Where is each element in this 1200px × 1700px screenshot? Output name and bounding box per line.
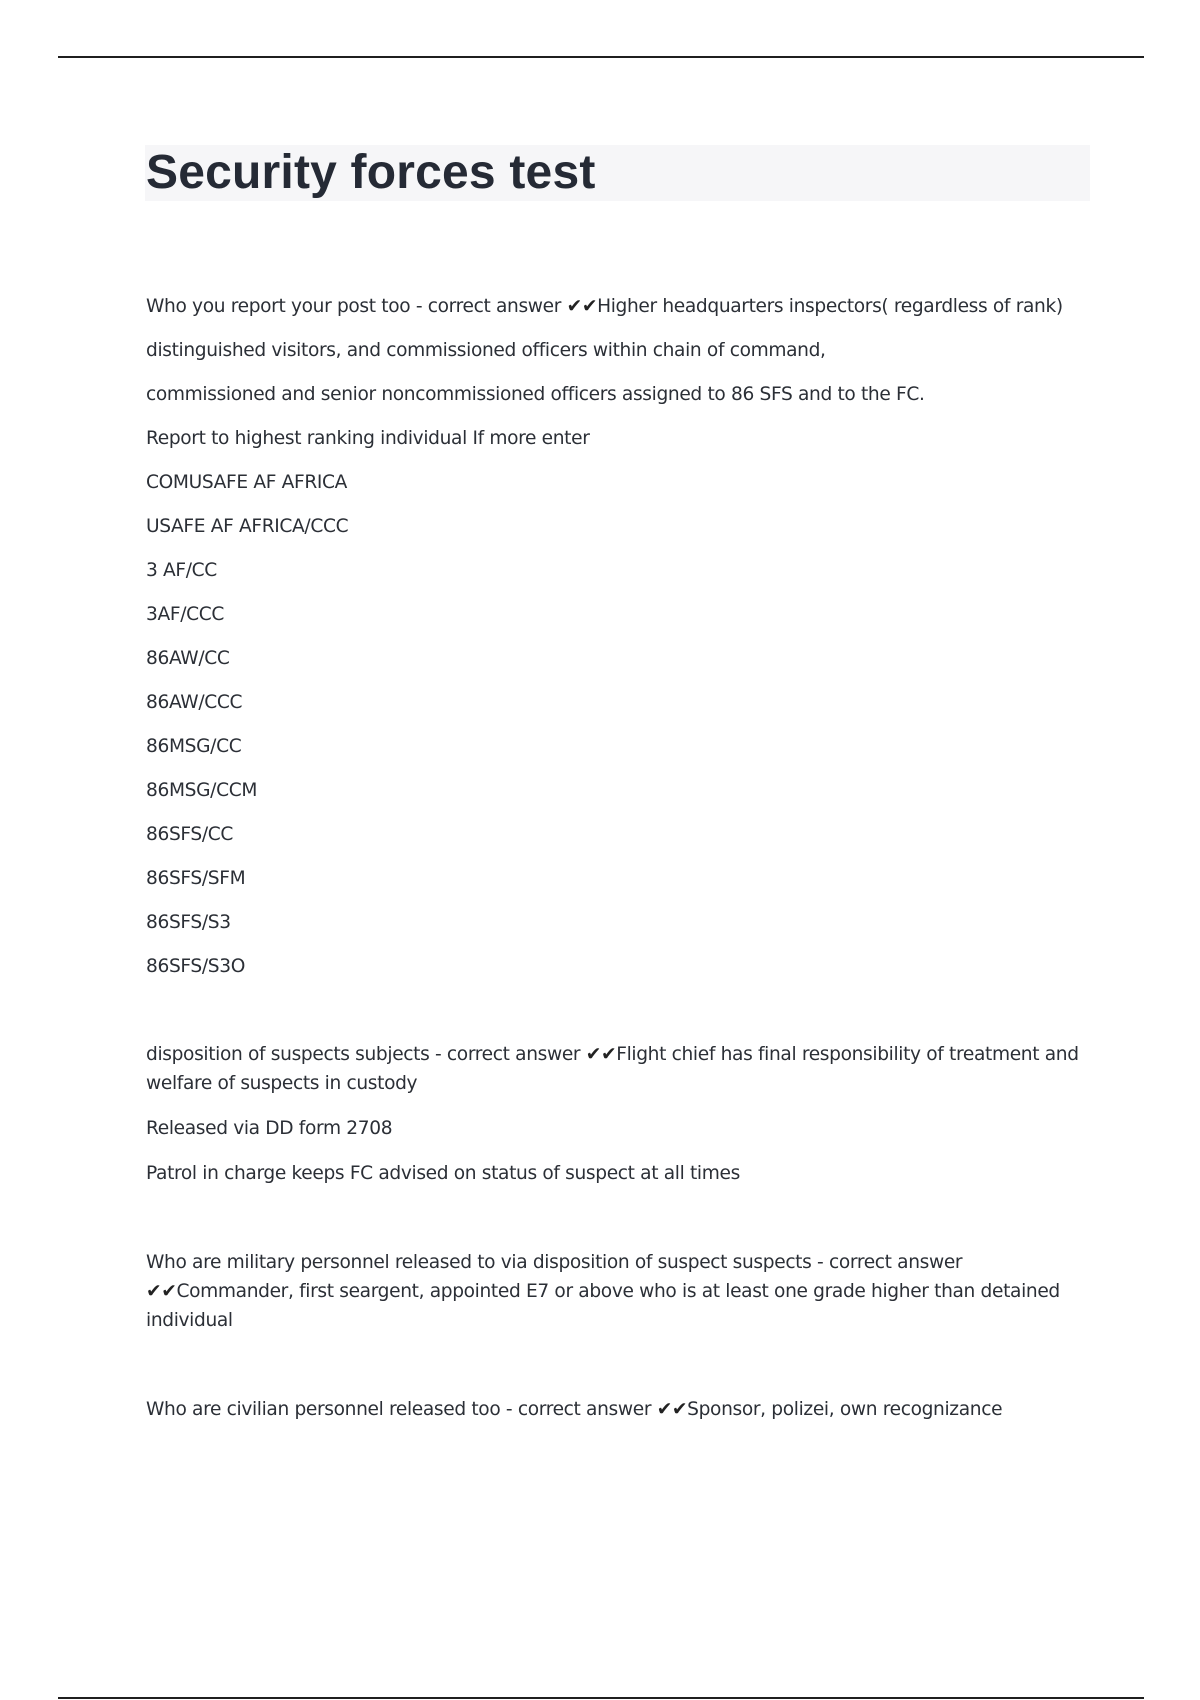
correct-answer-separator: - correct answer [429, 1044, 586, 1065]
answer-line: commissioned and senior noncommissioned officers assigned to 86 SFS and to the FC. [146, 384, 925, 405]
qa-item [146, 1040, 1096, 1188]
answer-text: Sponsor, polizei, own recognizance [687, 1399, 1003, 1420]
answer-line: Released via DD form 2708 [146, 1118, 393, 1139]
qa-first-line [146, 1040, 1096, 1098]
answer-line: 3 AF/CC [146, 560, 217, 581]
answer-line: 86AW/CCC [146, 692, 243, 713]
answer-line: Report to highest ranking individual If more enter [146, 428, 590, 449]
answer-line: 86SFS/CC [146, 824, 234, 845]
question-text: Who you report your post too [146, 296, 411, 317]
answer-line: 86AW/CC [146, 648, 230, 669]
checkmark-icon: ✔✔ [585, 1044, 617, 1065]
question-text: Who are civilian personnel released too [146, 1399, 501, 1420]
spacer [146, 996, 1096, 1040]
answer-line: COMUSAFE AF AFRICA [146, 472, 348, 493]
answer-line: USAFE AF AFRICA/CCC [146, 516, 349, 537]
answer-line: 86SFS/S3O [146, 956, 246, 977]
qa-item [146, 292, 1096, 981]
spacer [146, 1351, 1096, 1395]
answer-line: distinguished visitors, and commissioned officers within chain of command, [146, 340, 826, 361]
spacer [146, 1204, 1096, 1248]
answer-line: 86SFS/SFM [146, 868, 246, 889]
answer-line: 86SFS/S3 [146, 912, 231, 933]
qa-item [146, 1248, 1096, 1335]
answer-text: Flight chief has final responsibility of treatment and welfare of suspects in custody [146, 1044, 1079, 1094]
checkmark-icon: ✔✔ [566, 296, 598, 317]
checkmark-icon: ✔✔ [656, 1399, 688, 1420]
qa-first-line [146, 1248, 1096, 1335]
answer-line: Patrol in charge keeps FC advised on status of suspect at all times [146, 1163, 740, 1184]
bottom-rule [58, 1697, 1144, 1699]
correct-answer-separator: - correct answer [410, 296, 567, 317]
answer-text: Commander, first seargent, appointed E7 or above who is at least one grade higher than detained individual [146, 1281, 1060, 1331]
correct-answer-separator: - correct answer [500, 1399, 657, 1420]
qa-first-line [146, 292, 1096, 321]
answer-text: Higher headquarters inspectors( regardless of rank) [597, 296, 1063, 317]
qa-item [146, 1395, 1096, 1424]
question-text: Who are military personnel released to via disposition of suspect suspects [146, 1252, 812, 1273]
answer-line: 3AF/CCC [146, 604, 225, 625]
question-text: disposition of suspects subjects [146, 1044, 430, 1065]
checkmark-icon: ✔✔ [146, 1281, 177, 1302]
answer-line: 86MSG/CC [146, 736, 242, 757]
correct-answer-separator: - correct answer [811, 1252, 963, 1273]
page-title: Security forces test [146, 146, 596, 199]
qa-first-line [146, 1395, 1096, 1424]
top-rule [58, 56, 1144, 58]
document-body [146, 292, 1096, 1440]
answer-line: 86MSG/CCM [146, 780, 258, 801]
